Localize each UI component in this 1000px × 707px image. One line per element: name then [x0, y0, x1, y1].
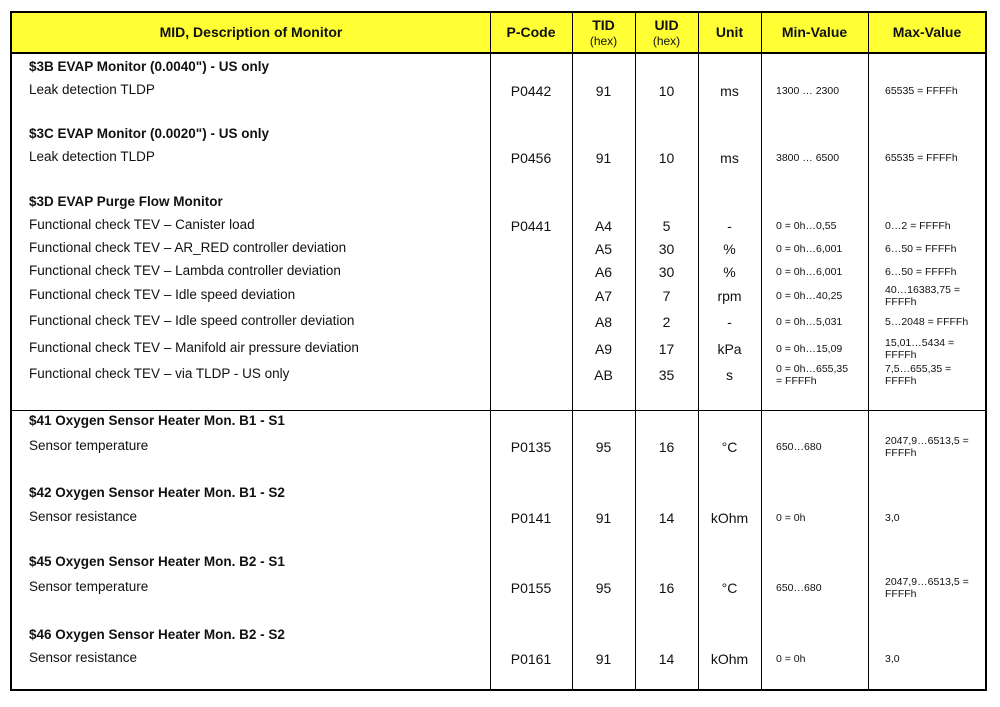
- header-min-label: Min-Value: [781, 24, 848, 40]
- cell-pcode: P0141: [510, 510, 552, 526]
- cell-uid: 2: [662, 314, 671, 330]
- cell-max: 6…50 = FFFFh: [885, 266, 957, 278]
- cell-tid: 91: [595, 651, 612, 667]
- section-divider: [12, 410, 985, 411]
- row-description: Functional check TEV – Idle speed deviation: [29, 287, 296, 302]
- group-title: $3C EVAP Monitor (0.0020") - US only: [29, 126, 269, 141]
- cell-unit: kOhm: [710, 510, 749, 526]
- cell-min: 0 = 0h…6,001: [776, 243, 843, 255]
- cell-unit: s: [726, 367, 733, 383]
- row-description: Sensor resistance: [29, 650, 138, 665]
- cell-pcode: P0135: [510, 439, 552, 455]
- cell-min: 1300 … 2300: [776, 85, 840, 97]
- cell-tid: 91: [595, 150, 612, 166]
- header-mid-label: MID, Description of Monitor: [159, 24, 343, 40]
- row-description: Functional check TEV – AR_RED controller deviation: [29, 240, 347, 255]
- cell-tid: 95: [595, 580, 612, 596]
- cell-tid: A9: [594, 341, 613, 357]
- cell-unit: %: [723, 264, 736, 280]
- row-description: Functional check TEV – Lambda controller deviation: [29, 263, 341, 278]
- cell-min: 0 = 0h…6,001: [776, 266, 843, 278]
- cell-min: 0 = 0h…0,55: [776, 220, 837, 232]
- header-unit-label: Unit: [715, 24, 744, 40]
- monitor-table: [10, 11, 987, 691]
- header-mid: [12, 13, 490, 51]
- cell-min: 0 = 0h: [776, 653, 806, 665]
- cell-pcode: P0456: [510, 150, 552, 166]
- cell-tid: 95: [595, 439, 612, 455]
- header-tid-sub: (hex): [589, 33, 618, 48]
- cell-min: 0 = 0h…15,09: [776, 343, 843, 355]
- cell-uid: 5: [662, 218, 671, 234]
- cell-unit: kPa: [717, 341, 742, 357]
- cell-max: 40…16383,75 = FFFFh: [885, 284, 961, 308]
- cell-unit: ms: [720, 150, 739, 166]
- cell-max: 3,0: [885, 512, 900, 524]
- cell-unit: -: [727, 314, 732, 330]
- cell-max: 15,01…5434 = FFFFh: [885, 337, 955, 361]
- group-title: $3D EVAP Purge Flow Monitor: [29, 194, 223, 209]
- cell-unit: %: [723, 241, 736, 257]
- row-description: Functional check TEV – Canister load: [29, 217, 255, 232]
- group-title: $41 Oxygen Sensor Heater Mon. B1 - S1: [29, 413, 285, 428]
- row-description: Functional check TEV – via TLDP - US only: [29, 366, 290, 381]
- header-unit: [698, 13, 761, 51]
- cell-uid: 7: [662, 288, 671, 304]
- cell-min: 650…680: [776, 582, 822, 594]
- group-title: $42 Oxygen Sensor Heater Mon. B1 - S2: [29, 485, 285, 500]
- cell-max: 65535 = FFFFh: [885, 85, 958, 97]
- header-pcode: [490, 13, 572, 51]
- cell-pcode: P0442: [510, 83, 552, 99]
- header-max: [868, 13, 986, 51]
- header-tid-label: TID: [592, 16, 615, 33]
- cell-unit: kOhm: [710, 651, 749, 667]
- cell-min: 650…680: [776, 441, 822, 453]
- cell-tid: A4: [594, 218, 613, 234]
- table-header: [12, 13, 985, 54]
- cell-max: 2047,9…6513,5 = FFFFh: [885, 435, 969, 459]
- cell-max: 2047,9…6513,5 = FFFFh: [885, 576, 969, 600]
- cell-min: 0 = 0h: [776, 512, 806, 524]
- cell-uid: 10: [658, 83, 675, 99]
- cell-uid: 10: [658, 150, 675, 166]
- cell-min: 0 = 0h…5,031: [776, 316, 843, 328]
- cell-unit: °C: [721, 439, 738, 455]
- header-tid: [572, 13, 635, 51]
- cell-max: 7,5…655,35 = FFFFh: [885, 363, 952, 387]
- header-pcode-label: P-Code: [506, 24, 556, 40]
- cell-tid: A8: [594, 314, 613, 330]
- header-min: [761, 13, 868, 51]
- row-description: Functional check TEV – Manifold air pressure deviation: [29, 340, 359, 355]
- row-description: Sensor temperature: [29, 438, 149, 453]
- column-divider: [868, 13, 869, 689]
- cell-tid: A7: [594, 288, 613, 304]
- column-divider: [761, 13, 762, 689]
- header-uid: [635, 13, 698, 51]
- cell-pcode: P0155: [510, 580, 552, 596]
- cell-max: 6…50 = FFFFh: [885, 243, 957, 255]
- cell-tid: 91: [595, 510, 612, 526]
- cell-unit: -: [727, 218, 732, 234]
- cell-uid: 16: [658, 439, 675, 455]
- cell-uid: 17: [658, 341, 675, 357]
- group-title: $46 Oxygen Sensor Heater Mon. B2 - S2: [29, 627, 285, 642]
- cell-unit: ms: [720, 83, 739, 99]
- cell-uid: 14: [658, 510, 675, 526]
- row-description: Leak detection TLDP: [29, 149, 155, 164]
- cell-max: 65535 = FFFFh: [885, 152, 958, 164]
- cell-max: 5…2048 = FFFFh: [885, 316, 969, 328]
- group-title: $45 Oxygen Sensor Heater Mon. B2 - S1: [29, 554, 285, 569]
- cell-tid: A6: [594, 264, 613, 280]
- cell-pcode: P0161: [510, 651, 552, 667]
- cell-unit: rpm: [717, 288, 742, 304]
- cell-uid: 14: [658, 651, 675, 667]
- cell-pcode: P0441: [510, 218, 552, 234]
- cell-min: 3800 … 6500: [776, 152, 840, 164]
- header-uid-label: UID: [654, 16, 679, 33]
- cell-unit: °C: [721, 580, 738, 596]
- header-max-label: Max-Value: [892, 24, 962, 40]
- cell-uid: 16: [658, 580, 675, 596]
- cell-uid: 30: [658, 264, 675, 280]
- header-uid-sub: (hex): [652, 33, 681, 48]
- group-title: $3B EVAP Monitor (0.0040") - US only: [29, 59, 269, 74]
- cell-tid: 91: [595, 83, 612, 99]
- cell-min: 0 = 0h…40,25: [776, 290, 843, 302]
- row-description: Sensor temperature: [29, 579, 149, 594]
- row-description: Sensor resistance: [29, 509, 138, 524]
- cell-tid: AB: [594, 367, 613, 383]
- cell-max: 0…2 = FFFFh: [885, 220, 951, 232]
- row-description: Leak detection TLDP: [29, 82, 155, 97]
- cell-min: 0 = 0h…655,35 = FFFFh: [776, 363, 849, 387]
- cell-uid: 30: [658, 241, 675, 257]
- row-description: Functional check TEV – Idle speed controller deviation: [29, 313, 355, 328]
- cell-tid: A5: [594, 241, 613, 257]
- cell-uid: 35: [658, 367, 675, 383]
- cell-max: 3,0: [885, 653, 900, 665]
